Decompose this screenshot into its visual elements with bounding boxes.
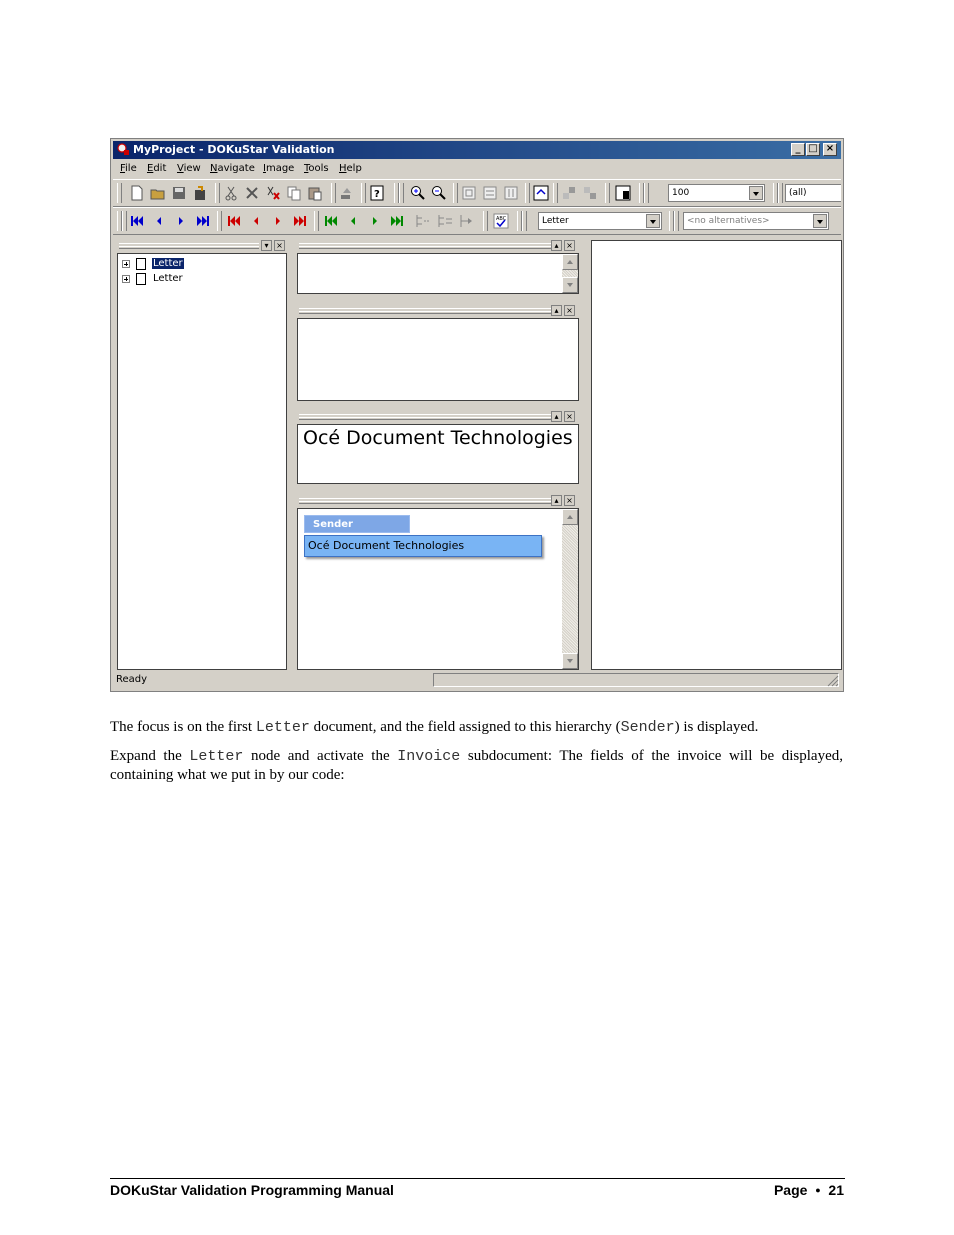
pane-menu-icon[interactable]: ▾ bbox=[261, 240, 272, 251]
cut-icon[interactable] bbox=[223, 185, 239, 201]
maximize-button[interactable]: □ bbox=[806, 143, 820, 156]
fit-height-icon[interactable] bbox=[503, 185, 519, 201]
footer-page: Page ● 21 bbox=[773, 1182, 844, 1198]
toolbar-grip bbox=[122, 211, 127, 231]
last-page-icon[interactable] bbox=[292, 213, 308, 229]
merge-document-icon[interactable] bbox=[437, 213, 453, 229]
toolbar-separator bbox=[525, 183, 530, 203]
move-down-icon[interactable] bbox=[582, 185, 598, 201]
svg-text:ABC: ABC bbox=[496, 216, 507, 222]
toolbar-separator bbox=[361, 183, 366, 203]
tree-item-label: Letter bbox=[153, 258, 183, 269]
pane-grip bbox=[299, 243, 551, 249]
pane-1 bbox=[297, 253, 579, 294]
document-icon bbox=[136, 273, 146, 285]
main-toolbar bbox=[113, 179, 841, 207]
tree-item-label: Letter bbox=[153, 273, 183, 284]
toolbar-separator bbox=[314, 211, 319, 231]
pane-close-icon[interactable]: × bbox=[564, 240, 575, 251]
next-document-icon[interactable] bbox=[173, 213, 189, 229]
paragraph-2: Expand the Letter node and activate the Invoice subdocument: The fields of the invoice will be displayed, containing what we put in by our code: bbox=[110, 748, 843, 783]
menu-bar bbox=[113, 160, 841, 178]
toolbar-separator bbox=[453, 183, 458, 203]
close-button[interactable]: × bbox=[823, 143, 837, 156]
code-invoice: Invoice bbox=[397, 748, 461, 765]
chevron-down-icon[interactable] bbox=[749, 186, 763, 200]
minimize-button[interactable]: _ bbox=[791, 143, 805, 156]
document-icon bbox=[136, 258, 146, 270]
previous-page-icon[interactable] bbox=[248, 213, 264, 229]
pane-grip bbox=[299, 414, 551, 420]
status-panel bbox=[433, 673, 839, 687]
previous-field-icon[interactable] bbox=[345, 213, 361, 229]
chevron-down-icon[interactable] bbox=[813, 214, 827, 228]
insert-document-icon[interactable] bbox=[459, 213, 475, 229]
refresh-icon[interactable] bbox=[533, 185, 549, 201]
pane-grip bbox=[119, 243, 259, 249]
pane-2 bbox=[297, 318, 579, 401]
resize-grip-icon[interactable] bbox=[827, 675, 839, 687]
scrollbar[interactable] bbox=[562, 254, 578, 293]
alternatives-value: <no alternatives> bbox=[687, 216, 770, 226]
previous-document-icon[interactable] bbox=[151, 213, 167, 229]
navigation-toolbar bbox=[113, 207, 841, 235]
toolbar-grip[interactable] bbox=[117, 183, 122, 203]
pane-maximize-icon[interactable]: ▴ bbox=[551, 240, 562, 251]
sender-field-input[interactable]: Océ Document Technologies bbox=[304, 535, 542, 557]
fit-width-icon[interactable] bbox=[482, 185, 498, 201]
menu-edit[interactable]: Edit bbox=[147, 163, 167, 174]
toolbar-separator bbox=[483, 211, 488, 231]
toolbar-grip bbox=[399, 183, 404, 203]
app-logo-icon bbox=[117, 143, 130, 156]
toolbar-separator bbox=[217, 211, 222, 231]
document-tree bbox=[117, 253, 287, 670]
app-window bbox=[110, 138, 844, 692]
last-field-icon[interactable] bbox=[389, 213, 405, 229]
footer-title: DOKuStar Validation Programming Manual bbox=[110, 1182, 394, 1198]
undo-icon[interactable] bbox=[339, 185, 355, 201]
document-type-value: Letter bbox=[542, 216, 569, 226]
code-letter: Letter bbox=[189, 748, 244, 765]
bullet-icon: ● bbox=[815, 1185, 821, 1195]
svg-text:?: ? bbox=[374, 189, 380, 200]
status-text: Ready bbox=[116, 674, 148, 685]
pane-maximize-icon[interactable]: ▴ bbox=[551, 305, 562, 316]
code-letter: Letter bbox=[255, 719, 310, 736]
pane-header bbox=[297, 411, 579, 423]
move-up-icon[interactable] bbox=[561, 185, 577, 201]
pane-close-icon[interactable]: × bbox=[564, 411, 575, 422]
filter-select-value: (all) bbox=[789, 188, 807, 198]
last-document-icon[interactable] bbox=[195, 213, 211, 229]
help-icon[interactable] bbox=[369, 185, 385, 201]
paragraph-1: The focus is on the first Letter document, and the field assigned to this hierarchy (Sender) is displayed. bbox=[110, 719, 759, 736]
save-icon[interactable] bbox=[171, 185, 187, 201]
first-field-icon[interactable] bbox=[323, 213, 339, 229]
open-folder-icon[interactable] bbox=[150, 185, 166, 201]
status-bar bbox=[113, 671, 841, 689]
tree-pane-header bbox=[117, 240, 287, 252]
toolbar-separator bbox=[553, 183, 558, 203]
pane-grip bbox=[299, 498, 551, 504]
next-page-icon[interactable] bbox=[270, 213, 286, 229]
zoom-select-value: 100 bbox=[672, 188, 690, 198]
zoom-out-icon[interactable] bbox=[431, 185, 447, 201]
toolbar-grip bbox=[522, 211, 527, 231]
scrollbar[interactable] bbox=[562, 509, 578, 669]
delete-field-icon[interactable] bbox=[265, 185, 281, 201]
code-sender: Sender bbox=[620, 719, 675, 736]
delete-icon[interactable] bbox=[244, 185, 260, 201]
scroll-down-icon[interactable] bbox=[562, 653, 578, 669]
new-document-icon[interactable] bbox=[129, 185, 145, 201]
zoom-select[interactable] bbox=[668, 184, 765, 202]
toolbar-separator bbox=[215, 183, 220, 203]
toolbar-grip bbox=[644, 183, 649, 203]
alternatives-select[interactable] bbox=[683, 212, 829, 230]
toolbar-grip bbox=[674, 211, 679, 231]
field-label: Sender bbox=[304, 515, 410, 533]
field-image-pane bbox=[297, 424, 579, 484]
expand-icon[interactable] bbox=[122, 260, 130, 268]
pane-close-icon[interactable]: × bbox=[564, 305, 575, 316]
copy-icon[interactable] bbox=[286, 185, 302, 201]
menu-navigate[interactable]: Navigate bbox=[210, 163, 255, 174]
expand-icon[interactable] bbox=[122, 275, 130, 283]
pane-maximize-icon[interactable]: ▴ bbox=[551, 495, 562, 506]
menu-help[interactable]: Help bbox=[339, 163, 362, 174]
toolbar-grip bbox=[778, 183, 783, 203]
title-bar bbox=[113, 141, 841, 159]
first-document-icon[interactable] bbox=[129, 213, 145, 229]
pane-header bbox=[297, 495, 579, 507]
save-all-icon[interactable] bbox=[192, 185, 208, 201]
menu-image[interactable]: Image bbox=[263, 163, 295, 174]
first-page-icon[interactable] bbox=[226, 213, 242, 229]
field-image-text: Océ Document Technologies bbox=[303, 427, 573, 449]
next-field-icon[interactable] bbox=[367, 213, 383, 229]
pane-close-icon[interactable]: × bbox=[274, 240, 285, 251]
zoom-in-icon[interactable] bbox=[410, 185, 426, 201]
document-type-select[interactable] bbox=[538, 212, 662, 230]
fit-page-icon[interactable] bbox=[461, 185, 477, 201]
pane-header bbox=[297, 305, 579, 317]
pane-header bbox=[297, 240, 579, 252]
scroll-up-icon[interactable] bbox=[562, 254, 578, 270]
spellcheck-icon[interactable] bbox=[493, 213, 509, 229]
image-viewer-pane bbox=[591, 240, 842, 670]
pane-maximize-icon[interactable]: ▴ bbox=[551, 411, 562, 422]
paste-icon[interactable] bbox=[307, 185, 323, 201]
split-document-icon[interactable] bbox=[415, 213, 431, 229]
pane-close-icon[interactable]: × bbox=[564, 495, 575, 506]
menu-view[interactable]: View bbox=[177, 163, 201, 174]
image-view-icon[interactable] bbox=[615, 185, 631, 201]
window-title: MyProject - DOKuStar Validation bbox=[133, 143, 335, 156]
toolbar-separator bbox=[605, 183, 610, 203]
filter-select[interactable] bbox=[785, 184, 841, 202]
toolbar-separator bbox=[331, 183, 336, 203]
footer-rule bbox=[110, 1178, 845, 1179]
pane-grip bbox=[299, 308, 551, 314]
scroll-down-icon[interactable] bbox=[562, 277, 578, 293]
menu-tools[interactable]: Tools bbox=[304, 163, 329, 174]
page-number: 21 bbox=[828, 1182, 844, 1198]
field-pane bbox=[297, 508, 579, 670]
menu-file[interactable]: File bbox=[120, 163, 137, 174]
chevron-down-icon[interactable] bbox=[646, 214, 660, 228]
scroll-up-icon[interactable] bbox=[562, 509, 578, 525]
